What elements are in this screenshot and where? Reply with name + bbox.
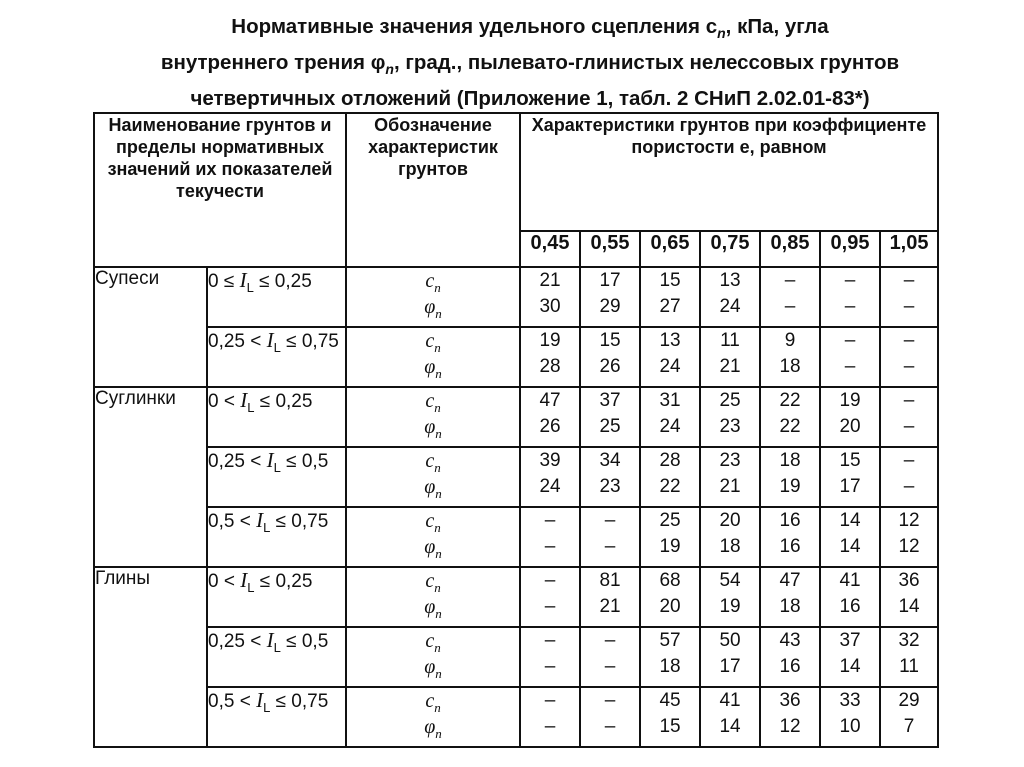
friction-angle-value: 14 — [898, 596, 920, 617]
value-cell — [820, 507, 880, 567]
friction-angle-symbol: $\varphi_n$ — [424, 596, 442, 621]
friction-angle-value: 14 — [839, 536, 861, 557]
value-cell — [700, 387, 760, 447]
value-cell — [640, 567, 700, 627]
value-cell — [700, 447, 760, 507]
cohesion-value: 36 — [779, 690, 801, 711]
designation-cell — [346, 567, 520, 627]
friction-angle-value: 14 — [719, 716, 741, 737]
liquidity-index-range: $0,25 < I_L \le 0,5$ — [207, 447, 346, 507]
table-title — [100, 12, 960, 114]
cohesion-value: 15 — [599, 330, 621, 351]
cohesion-value: 21 — [539, 270, 561, 291]
value-cell — [520, 267, 580, 327]
friction-angle-symbol: $\varphi_n$ — [424, 536, 442, 561]
value-cell — [760, 267, 820, 327]
cohesion-value: 15 — [839, 450, 861, 471]
friction-angle-value: 30 — [539, 296, 561, 317]
friction-angle-value: 12 — [779, 716, 801, 737]
cohesion-symbol: $c_n$ — [425, 330, 441, 355]
table-row — [94, 447, 938, 507]
friction-angle-value: 29 — [599, 296, 621, 317]
friction-angle-value: 21 — [599, 596, 621, 617]
designation-cell — [346, 267, 520, 327]
cohesion-value: 37 — [839, 630, 861, 651]
cohesion-value: 33 — [839, 690, 861, 711]
porosity-header-cell: 1,05 — [880, 231, 938, 267]
value-cell — [580, 447, 640, 507]
friction-angle-value: 25 — [599, 416, 621, 437]
value-cell — [520, 447, 580, 507]
title-line-2: внутреннего трения $\varphi_n$, град., пылевато-глинистых нелессовых грунтов — [160, 51, 900, 78]
cohesion-value: 37 — [599, 390, 621, 411]
value-cell — [640, 447, 700, 507]
cohesion-value: 68 — [659, 570, 681, 591]
friction-angle-value: – — [903, 296, 915, 317]
cohesion-symbol: $c_n$ — [425, 690, 441, 715]
cohesion-value: – — [544, 570, 556, 591]
value-cell — [880, 267, 938, 327]
friction-angle-value: 26 — [599, 356, 621, 377]
cohesion-value: 32 — [898, 630, 920, 651]
cohesion-value: – — [544, 690, 556, 711]
cohesion-value: 41 — [719, 690, 741, 711]
soil-group-name: Супеси — [94, 267, 207, 387]
table-row — [94, 267, 938, 327]
friction-angle-value: 20 — [659, 596, 681, 617]
designation-cell — [346, 387, 520, 447]
friction-angle-value: – — [544, 536, 556, 557]
cohesion-symbol: $c_n$ — [425, 270, 441, 295]
friction-angle-value: – — [544, 656, 556, 677]
header-characteristics: Характеристики грунтов при коэффициенте пористости е, равном — [520, 113, 938, 231]
friction-angle-symbol: $\varphi_n$ — [424, 476, 442, 501]
value-cell — [820, 627, 880, 687]
friction-angle-value: – — [903, 476, 915, 497]
friction-angle-value: 26 — [539, 416, 561, 437]
friction-angle-value: 17 — [719, 656, 741, 677]
value-cell — [700, 507, 760, 567]
cohesion-value: 17 — [599, 270, 621, 291]
friction-angle-value: 21 — [719, 356, 741, 377]
friction-angle-value: 20 — [839, 416, 861, 437]
soil-group-name: Глины — [94, 567, 207, 747]
friction-angle-value: 24 — [659, 416, 681, 437]
cohesion-value: 47 — [539, 390, 561, 411]
cohesion-value: 25 — [659, 510, 681, 531]
value-cell — [580, 507, 640, 567]
value-cell — [820, 267, 880, 327]
value-cell — [760, 387, 820, 447]
friction-angle-value: 18 — [779, 356, 801, 377]
cohesion-value: 31 — [659, 390, 681, 411]
cohesion-value: 13 — [659, 330, 681, 351]
cohesion-value: – — [903, 330, 915, 351]
cohesion-value: 29 — [898, 690, 920, 711]
value-cell — [640, 387, 700, 447]
value-cell — [520, 567, 580, 627]
value-cell — [820, 447, 880, 507]
friction-angle-value: 17 — [839, 476, 861, 497]
designation-cell — [346, 687, 520, 747]
friction-angle-value: 16 — [839, 596, 861, 617]
liquidity-index-range: $0 \le I_L \le 0,25$ — [207, 267, 346, 327]
value-cell — [760, 507, 820, 567]
value-cell — [640, 507, 700, 567]
table-row — [94, 327, 938, 387]
cohesion-value: 11 — [720, 330, 740, 351]
value-cell — [580, 387, 640, 447]
value-cell — [700, 687, 760, 747]
porosity-header-cell: 0,95 — [820, 231, 880, 267]
friction-angle-value: – — [544, 596, 556, 617]
friction-angle-value: 22 — [779, 416, 801, 437]
friction-angle-value: 27 — [659, 296, 681, 317]
friction-angle-value: – — [903, 416, 915, 437]
designation-cell — [346, 627, 520, 687]
designation-cell — [346, 507, 520, 567]
liquidity-index-range: $0 < I_L \le 0,25$ — [207, 387, 346, 447]
title-line-1: Нормативные значения удельного сцепления $c_n$, кПа, угла — [231, 15, 829, 42]
cohesion-value: 12 — [898, 510, 920, 531]
friction-angle-value: – — [844, 296, 856, 317]
value-cell — [520, 507, 580, 567]
cohesion-value: 20 — [719, 510, 741, 531]
friction-angle-value: – — [604, 656, 616, 677]
friction-angle-value: 15 — [659, 716, 681, 737]
value-cell — [640, 687, 700, 747]
liquidity-index-range: $0,25 < I_L \le 0,5$ — [207, 627, 346, 687]
friction-angle-value: 19 — [659, 536, 681, 557]
value-cell — [640, 267, 700, 327]
cohesion-symbol: $c_n$ — [425, 450, 441, 475]
table-row — [94, 567, 938, 627]
liquidity-index-range: $0,5 < I_L \le 0,75$ — [207, 687, 346, 747]
cohesion-symbol: $c_n$ — [425, 390, 441, 415]
value-cell — [580, 627, 640, 687]
cohesion-value: 50 — [719, 630, 741, 651]
value-cell — [700, 267, 760, 327]
cohesion-value: – — [544, 510, 556, 531]
cohesion-symbol: $c_n$ — [425, 630, 441, 655]
value-cell — [880, 567, 938, 627]
friction-angle-value: 23 — [599, 476, 621, 497]
value-cell — [640, 627, 700, 687]
cohesion-value: 54 — [719, 570, 741, 591]
cohesion-value: 16 — [779, 510, 801, 531]
friction-angle-value: – — [604, 716, 616, 737]
friction-angle-value: 18 — [779, 596, 801, 617]
friction-angle-symbol: $\varphi_n$ — [424, 356, 442, 381]
cohesion-value: 23 — [719, 450, 741, 471]
friction-angle-symbol: $\varphi_n$ — [424, 656, 442, 681]
cohesion-symbol: $c_n$ — [425, 570, 441, 595]
cohesion-value: – — [903, 450, 915, 471]
cohesion-value: – — [903, 390, 915, 411]
cohesion-value: 15 — [659, 270, 681, 291]
friction-angle-value: 23 — [719, 416, 741, 437]
value-cell — [760, 687, 820, 747]
cohesion-value: – — [844, 270, 856, 291]
friction-angle-value: 10 — [839, 716, 861, 737]
friction-angle-value: 24 — [719, 296, 741, 317]
value-cell — [520, 687, 580, 747]
cohesion-value: – — [844, 330, 856, 351]
cohesion-value: – — [903, 270, 915, 291]
table-row — [94, 507, 938, 567]
friction-angle-value: 14 — [839, 656, 861, 677]
value-cell — [820, 687, 880, 747]
porosity-header-cell: 0,75 — [700, 231, 760, 267]
liquidity-index-range: $0,5 < I_L \le 0,75$ — [207, 507, 346, 567]
cohesion-value: 28 — [659, 450, 681, 471]
value-cell — [760, 447, 820, 507]
cohesion-value: 45 — [659, 690, 681, 711]
friction-angle-value: 16 — [779, 656, 801, 677]
soil-properties-table — [93, 112, 939, 748]
value-cell — [880, 327, 938, 387]
cohesion-value: – — [604, 510, 616, 531]
friction-angle-symbol: $\varphi_n$ — [424, 716, 442, 741]
value-cell — [700, 627, 760, 687]
friction-angle-value: 28 — [539, 356, 561, 377]
cohesion-value: 41 — [839, 570, 861, 591]
value-cell — [760, 567, 820, 627]
friction-angle-value: – — [604, 536, 616, 557]
friction-angle-value: 24 — [659, 356, 681, 377]
cohesion-value: 81 — [599, 570, 621, 591]
friction-angle-symbol: $\varphi_n$ — [424, 296, 442, 321]
cohesion-value: 18 — [779, 450, 801, 471]
friction-angle-value: – — [844, 356, 856, 377]
friction-angle-value: 16 — [779, 536, 801, 557]
friction-angle-value: 21 — [719, 476, 741, 497]
cohesion-value: – — [604, 630, 616, 651]
cohesion-value: 39 — [539, 450, 561, 471]
cohesion-value: – — [604, 690, 616, 711]
cohesion-value: 25 — [719, 390, 741, 411]
table-row — [94, 387, 938, 447]
value-cell — [820, 327, 880, 387]
value-cell — [580, 567, 640, 627]
cohesion-value: 57 — [659, 630, 681, 651]
friction-angle-value: 18 — [719, 536, 741, 557]
friction-angle-value: 12 — [898, 536, 920, 557]
value-cell — [880, 387, 938, 447]
cohesion-value: 47 — [779, 570, 801, 591]
value-cell — [580, 267, 640, 327]
friction-angle-value: 24 — [539, 476, 561, 497]
value-cell — [880, 447, 938, 507]
friction-angle-value: 19 — [779, 476, 801, 497]
cohesion-value: – — [784, 270, 796, 291]
value-cell — [880, 687, 938, 747]
friction-angle-value: – — [784, 296, 796, 317]
value-cell — [580, 687, 640, 747]
table-row — [94, 687, 938, 747]
cohesion-value: 13 — [719, 270, 741, 291]
porosity-header-cell: 0,45 — [520, 231, 580, 267]
cohesion-value: 36 — [898, 570, 920, 591]
liquidity-index-range: $0,25 < I_L \le 0,75$ — [207, 327, 346, 387]
header-soil-name: Наименование грунтов и пределы нормативных значений их показателей текучести — [94, 113, 346, 267]
friction-angle-value: 19 — [719, 596, 741, 617]
value-cell — [820, 387, 880, 447]
cohesion-value: 19 — [839, 390, 861, 411]
designation-cell — [346, 327, 520, 387]
value-cell — [700, 327, 760, 387]
value-cell — [640, 327, 700, 387]
cohesion-value: 22 — [779, 390, 801, 411]
header-designation: Обозначение характеристик грунтов — [346, 113, 520, 267]
friction-angle-value: 18 — [659, 656, 681, 677]
porosity-header-cell: 0,85 — [760, 231, 820, 267]
friction-angle-symbol: $\varphi_n$ — [424, 416, 442, 441]
porosity-header-cell: 0,65 — [640, 231, 700, 267]
liquidity-index-range: $0 < I_L \le 0,25$ — [207, 567, 346, 627]
table-row — [94, 627, 938, 687]
friction-angle-value: 22 — [659, 476, 681, 497]
value-cell — [520, 327, 580, 387]
soil-group-name: Суглинки — [94, 387, 207, 567]
value-cell — [700, 567, 760, 627]
value-cell — [880, 507, 938, 567]
value-cell — [820, 567, 880, 627]
value-cell — [520, 627, 580, 687]
friction-angle-value: – — [903, 356, 915, 377]
value-cell — [520, 387, 580, 447]
cohesion-value: 43 — [779, 630, 801, 651]
value-cell — [880, 627, 938, 687]
value-cell — [760, 327, 820, 387]
designation-cell — [346, 447, 520, 507]
porosity-header-cell: 0,55 — [580, 231, 640, 267]
cohesion-symbol: $c_n$ — [425, 510, 441, 535]
value-cell — [580, 327, 640, 387]
value-cell — [760, 627, 820, 687]
cohesion-value: – — [544, 630, 556, 651]
cohesion-value: 19 — [539, 330, 561, 351]
cohesion-value: 9 — [784, 330, 796, 351]
friction-angle-value: 11 — [899, 656, 919, 677]
cohesion-value: 14 — [839, 510, 861, 531]
friction-angle-value: – — [544, 716, 556, 737]
title-line-3: четвертичных отложений (Приложение 1, табл. 2 СНиП 2.02.01-83*) — [190, 87, 870, 111]
cohesion-value: 34 — [599, 450, 621, 471]
friction-angle-value: 7 — [903, 716, 915, 737]
